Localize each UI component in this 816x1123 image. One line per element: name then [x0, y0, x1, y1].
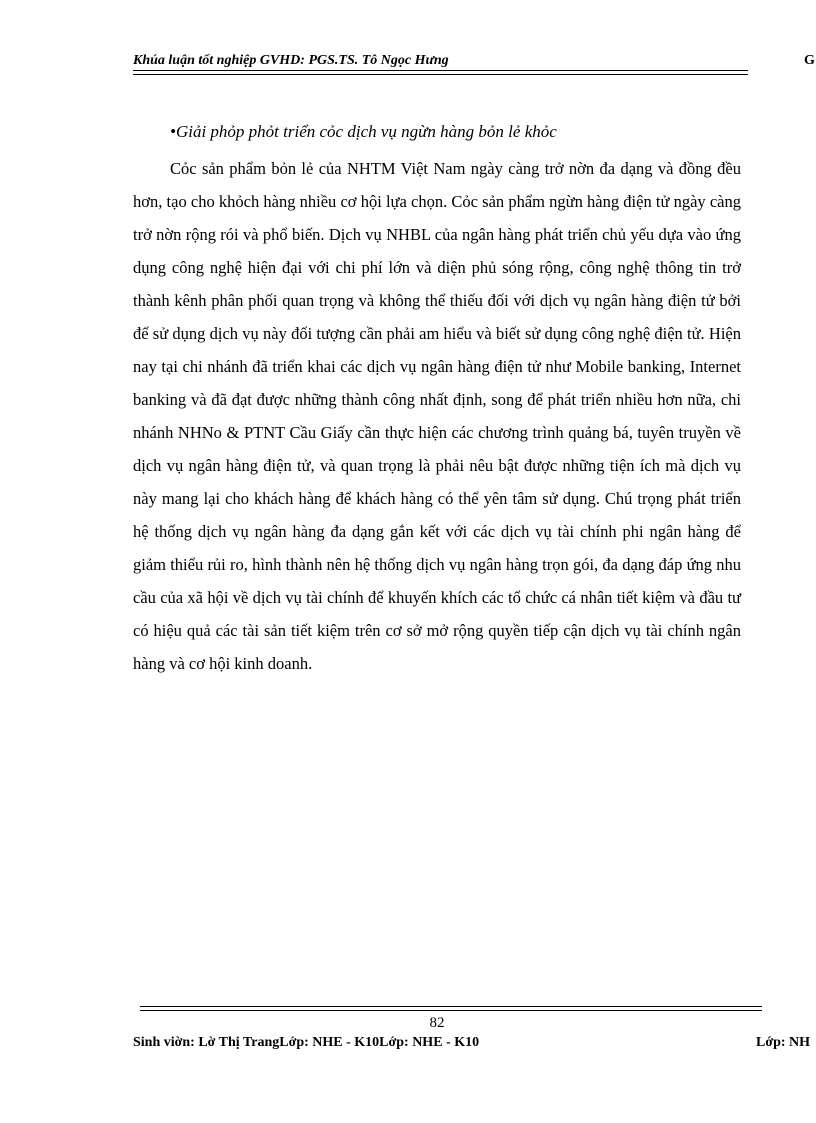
bullet-icon: •: [170, 122, 176, 141]
section-heading: [170, 122, 557, 142]
section-heading-text: Giải phỏp phỏt triển cỏc dịch vụ ngừn hàng bỏn lẻ khỏc: [175, 122, 557, 141]
running-footer-right: Lớp: NH: [756, 1035, 811, 1050]
running-header-left: Khúa luận tốt nghiệp GVHD: PGS.TS. Tô Ngọc Hưng: [133, 53, 449, 68]
running-header-right: G: [804, 53, 815, 68]
running-footer-left: Sinh viờn: Lờ Thị TrangLớp: NHE - K10Lớp: NHE - K10: [133, 1035, 480, 1050]
page-number: 82: [429, 1015, 445, 1031]
body-paragraph: Cỏc sản phẩm bỏn lẻ của NHTM Việt Nam ngày càng trở nờn đa dạng và đồng đều hơn, tạo cho khỏch hàng nhiều cơ hội lựa chọn. Cỏc sản phẩm ngừn hàng điện tử ngày càng trở nờn rộng rói và phổ biến. Dịch vụ NHBL của ngân hàng phát triển chủ yếu dựa vào ứng dụng công nghệ hiện đại với chi phí lớn và diện phủ sóng rộng, công nghệ thông tin trở thành kênh phân phối quan trọng và không thể thiếu đối với dịch vụ ngân hàng điện tử bởi để sử dụng dịch vụ này đối tượng cần phải am hiểu và biết sử dụng công nghệ điện tử. Hiện nay tại chi nhánh đã triển khai các dịch vụ ngân hàng điện tử như Mobile banking, Internet banking và đã đạt được những thành công nhất định, song để phát triển nhiều hơn nữa, chi nhánh NHNo & PTNT Cầu Giấy cần thực hiện các chương trình quảng bá, tuyên truyền về dịch vụ ngân hàng điện tử, và quan trọng là phải nêu bật được những tiện ích mà dịch vụ này mang lại cho khách hàng để khách hàng có thể yên tâm sử dụng. Chú trọng phát triển hệ thống dịch vụ ngân hàng đa dạng gắn kết với các dịch vụ tài chính phi ngân hàng để giảm thiểu rủi ro, hình thành nên hệ thống dịch vụ ngân hàng trọn gói, đa dạng đáp ứng nhu cầu của xã hội về dịch vụ tài chính để khuyến khích các tổ chức cá nhân tiết kiệm và đầu tư có hiệu quả các tài sản tiết kiệm trên cơ sở mở rộng quyền tiếp cận dịch vụ tài chính ngân hàng và cơ hội kinh doanh.: [133, 159, 741, 673]
footer-double-rule: [140, 1006, 762, 1011]
header-double-rule: [133, 70, 748, 75]
